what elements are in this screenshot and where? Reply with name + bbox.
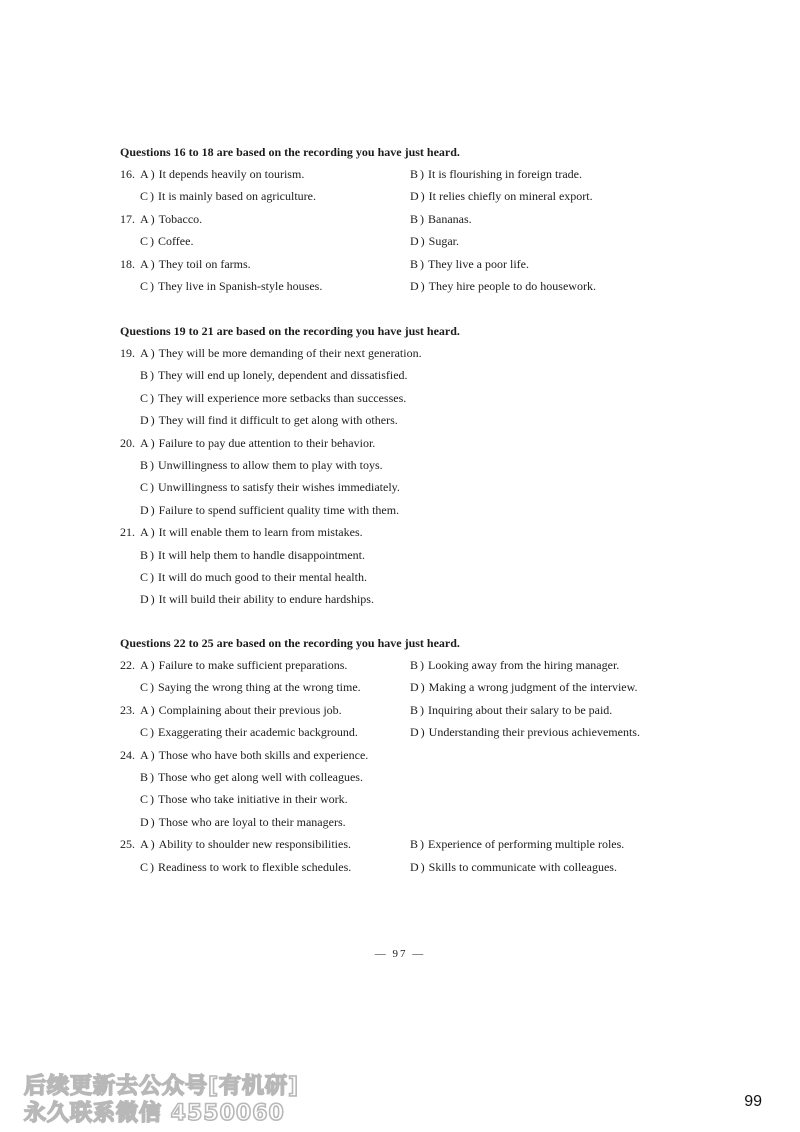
option-text: They toil on farms. xyxy=(158,256,251,271)
option-paren: ) xyxy=(420,278,425,293)
question-item xyxy=(120,163,720,208)
answer-option[interactable] xyxy=(410,275,596,297)
option-text: Those who take initiative in their work. xyxy=(158,792,348,807)
option-letter: C xyxy=(140,569,149,584)
answer-option[interactable] xyxy=(140,788,348,810)
option-row xyxy=(120,163,720,185)
option-letter: C xyxy=(140,480,149,495)
option-paren: ) xyxy=(150,211,155,226)
option-letter: B xyxy=(410,702,419,717)
option-letter: A xyxy=(140,837,149,852)
option-text: Complaining about their previous job. xyxy=(158,702,342,717)
answer-option[interactable] xyxy=(140,230,193,252)
option-paren: ) xyxy=(420,725,425,740)
question-item xyxy=(120,744,720,834)
option-paren: ) xyxy=(150,814,155,829)
option-text: It will help them to handle disappointment. xyxy=(158,547,365,562)
option-letter: D xyxy=(140,592,149,607)
option-paren: ) xyxy=(420,211,425,226)
option-text: They will find it difficult to get along with others. xyxy=(158,413,398,428)
option-letter: C xyxy=(140,859,149,874)
option-letter: D xyxy=(410,234,419,249)
option-letter: B xyxy=(410,837,419,852)
option-text: They will experience more setbacks than successes. xyxy=(158,390,407,405)
option-letter: B xyxy=(410,256,419,271)
option-paren: ) xyxy=(420,234,425,249)
option-row xyxy=(120,676,720,698)
option-text: They live a poor life. xyxy=(428,256,529,271)
option-row xyxy=(120,744,720,766)
option-letter: B xyxy=(140,769,149,784)
option-letter: D xyxy=(140,413,149,428)
option-letter: B xyxy=(410,167,419,181)
option-letter: C xyxy=(140,792,149,807)
option-paren: ) xyxy=(150,525,155,540)
option-paren: ) xyxy=(150,457,155,472)
option-paren: ) xyxy=(150,592,155,607)
option-row xyxy=(120,253,720,275)
option-row xyxy=(120,499,720,521)
section-heading: Questions 16 to 18 are based on the recording you have just heard. xyxy=(120,145,460,159)
answer-option[interactable] xyxy=(140,856,351,878)
option-paren: ) xyxy=(150,769,155,784)
answer-option[interactable] xyxy=(410,163,582,185)
answer-option[interactable] xyxy=(140,387,406,409)
answer-option[interactable] xyxy=(410,654,619,676)
option-text: Sugar. xyxy=(428,234,460,249)
option-text: It will build their ability to endure hardships. xyxy=(158,592,374,607)
option-text: They live in Spanish-style houses. xyxy=(158,278,323,293)
option-row xyxy=(120,588,720,610)
option-row xyxy=(120,544,720,566)
option-paren: ) xyxy=(150,234,155,249)
question-number: 22. xyxy=(120,658,135,672)
question-number: 17. xyxy=(120,211,135,226)
option-paren: ) xyxy=(420,859,425,874)
answer-option[interactable] xyxy=(410,208,472,230)
option-letter: A xyxy=(140,167,149,181)
question-number: 19. xyxy=(120,346,135,360)
answer-option[interactable] xyxy=(410,833,624,855)
option-paren: ) xyxy=(420,837,425,852)
answer-option[interactable] xyxy=(140,811,346,833)
option-letter: C xyxy=(140,390,149,405)
option-letter: C xyxy=(140,234,149,249)
answer-option[interactable] xyxy=(140,342,422,364)
option-paren: ) xyxy=(420,167,425,181)
option-text: They will be more demanding of their next generation. xyxy=(158,346,422,360)
option-text: Experience of performing multiple roles. xyxy=(428,837,625,852)
option-text: Readiness to work to flexible schedules. xyxy=(158,859,352,874)
answer-option[interactable] xyxy=(140,654,347,676)
question-item xyxy=(120,699,720,744)
answer-option[interactable] xyxy=(140,566,367,588)
answer-option[interactable] xyxy=(140,676,361,698)
question-item xyxy=(120,654,720,699)
option-text: Failure to make sufficient preparations. xyxy=(158,658,348,672)
option-row xyxy=(120,856,720,878)
option-text: It will enable them to learn from mistakes. xyxy=(158,525,363,540)
option-row xyxy=(120,409,720,431)
option-row xyxy=(120,521,720,543)
answer-option[interactable] xyxy=(140,588,374,610)
option-text: Tobacco. xyxy=(158,211,203,226)
question-section xyxy=(120,320,720,611)
option-text: They will end up lonely, dependent and dissatisfied. xyxy=(158,368,408,383)
option-letter: D xyxy=(140,814,149,829)
option-text: Failure to pay due attention to their behavior. xyxy=(158,435,376,450)
answer-option[interactable] xyxy=(140,476,400,498)
option-paren: ) xyxy=(150,189,155,204)
answer-option[interactable] xyxy=(410,230,459,252)
option-text: Bananas. xyxy=(428,211,472,226)
option-paren: ) xyxy=(150,702,155,717)
option-letter: A xyxy=(140,435,149,450)
option-row xyxy=(120,788,720,810)
answer-option[interactable] xyxy=(140,699,342,721)
option-text: It relies chiefly on mineral export. xyxy=(428,189,593,204)
option-letter: A xyxy=(140,658,149,672)
section-heading: Questions 22 to 25 are based on the recording you have just heard. xyxy=(120,636,460,650)
option-text: Those who are loyal to their managers. xyxy=(158,814,346,829)
answer-option[interactable] xyxy=(140,766,363,788)
option-text: Exaggerating their academic background. xyxy=(158,725,358,740)
option-letter: A xyxy=(140,256,149,271)
option-text: It depends heavily on tourism. xyxy=(158,167,305,181)
option-letter: C xyxy=(140,680,149,695)
answer-option[interactable] xyxy=(410,856,617,878)
option-letter: B xyxy=(410,658,419,672)
answer-option[interactable] xyxy=(410,721,640,743)
option-paren: ) xyxy=(150,747,155,762)
option-text: It is mainly based on agriculture. xyxy=(158,189,316,204)
option-text: Unwillingness to satisfy their wishes immediately. xyxy=(158,480,400,495)
answer-option[interactable] xyxy=(140,721,358,743)
option-row xyxy=(120,387,720,409)
option-paren: ) xyxy=(150,256,155,271)
section-heading: Questions 19 to 21 are based on the recording you have just heard. xyxy=(120,324,460,338)
question-number: 23. xyxy=(120,702,135,717)
option-paren: ) xyxy=(150,792,155,807)
option-letter: B xyxy=(140,457,149,472)
option-row xyxy=(120,208,720,230)
option-letter: C xyxy=(140,189,149,204)
option-paren: ) xyxy=(150,680,155,695)
option-text: Looking away from the hiring manager. xyxy=(428,658,620,672)
answer-option[interactable] xyxy=(140,409,398,431)
option-paren: ) xyxy=(150,368,155,383)
option-letter: B xyxy=(410,211,419,226)
option-paren: ) xyxy=(420,680,425,695)
page-number: — 97 — xyxy=(374,948,426,960)
option-row xyxy=(120,476,720,498)
answer-option[interactable] xyxy=(140,253,251,275)
watermark-line-1: 后续更新去公众号[有机研] xyxy=(24,1074,300,1099)
option-letter: A xyxy=(140,346,149,360)
option-paren: ) xyxy=(420,702,425,717)
option-row xyxy=(120,811,720,833)
answer-option[interactable] xyxy=(140,364,408,386)
question-item xyxy=(120,208,720,253)
option-letter: D xyxy=(140,502,149,517)
option-letter: A xyxy=(140,747,149,762)
answer-option[interactable] xyxy=(140,833,351,855)
option-letter: A xyxy=(140,211,149,226)
answer-option[interactable] xyxy=(140,275,322,297)
option-paren: ) xyxy=(150,480,155,495)
option-letter: D xyxy=(410,859,419,874)
option-paren: ) xyxy=(150,390,155,405)
option-row xyxy=(120,275,720,297)
option-row xyxy=(120,185,720,207)
option-paren: ) xyxy=(150,413,155,428)
option-paren: ) xyxy=(150,167,155,181)
answer-option[interactable] xyxy=(140,163,304,185)
option-text: Coffee. xyxy=(158,234,194,249)
option-letter: D xyxy=(410,278,419,293)
option-letter: A xyxy=(140,525,149,540)
question-number: 24. xyxy=(120,747,135,762)
option-paren: ) xyxy=(150,278,155,293)
option-letter: D xyxy=(410,680,419,695)
option-paren: ) xyxy=(420,256,425,271)
question-number: 20. xyxy=(120,435,135,450)
question-item xyxy=(120,253,720,298)
option-paren: ) xyxy=(150,725,155,740)
answer-option[interactable] xyxy=(140,744,368,766)
option-row xyxy=(120,364,720,386)
option-text: Understanding their previous achievements. xyxy=(428,725,640,740)
option-letter: B xyxy=(140,547,149,562)
option-text: It will do much good to their mental health. xyxy=(158,569,367,584)
question-number: 18. xyxy=(120,256,135,271)
option-text: Those who get along well with colleagues. xyxy=(158,769,363,784)
question-item xyxy=(120,833,720,878)
question-section xyxy=(120,141,720,297)
answer-option[interactable] xyxy=(410,699,612,721)
option-paren: ) xyxy=(420,658,425,672)
question-section xyxy=(120,632,720,878)
option-row xyxy=(120,432,720,454)
answer-option[interactable] xyxy=(140,521,363,543)
option-letter: D xyxy=(410,189,419,204)
option-text: Saying the wrong thing at the wrong time. xyxy=(158,680,361,695)
option-row xyxy=(120,721,720,743)
option-letter: C xyxy=(140,725,149,740)
option-row xyxy=(120,833,720,855)
option-text: They hire people to do housework. xyxy=(428,278,596,293)
option-paren: ) xyxy=(150,346,155,360)
option-text: Those who have both skills and experience. xyxy=(158,747,369,762)
question-number: 16. xyxy=(120,167,135,181)
option-text: Unwillingness to allow them to play with toys. xyxy=(158,457,383,472)
option-letter: A xyxy=(140,702,149,717)
answer-option[interactable] xyxy=(140,432,375,454)
option-letter: B xyxy=(140,368,149,383)
answer-option[interactable] xyxy=(140,499,399,521)
answer-option[interactable] xyxy=(140,185,316,207)
question-item xyxy=(120,432,720,522)
option-paren: ) xyxy=(420,189,425,204)
option-text: Failure to spend sufficient quality time with them. xyxy=(158,502,400,517)
option-paren: ) xyxy=(150,569,155,584)
option-paren: ) xyxy=(150,658,155,672)
option-row xyxy=(120,699,720,721)
question-number: 25. xyxy=(120,837,135,852)
option-text: Making a wrong judgment of the interview. xyxy=(428,680,638,695)
answer-option[interactable] xyxy=(410,676,638,698)
question-item xyxy=(120,521,720,611)
option-text: Inquiring about their salary to be paid. xyxy=(428,702,613,717)
option-paren: ) xyxy=(150,837,155,852)
option-row xyxy=(120,766,720,788)
option-row xyxy=(120,230,720,252)
option-letter: C xyxy=(140,278,149,293)
option-row xyxy=(120,454,720,476)
option-letter: D xyxy=(410,725,419,740)
option-row xyxy=(120,654,720,676)
option-paren: ) xyxy=(150,502,155,517)
answer-option[interactable] xyxy=(140,544,365,566)
answer-option[interactable] xyxy=(140,454,383,476)
answer-option[interactable] xyxy=(410,185,593,207)
option-text: Skills to communicate with colleagues. xyxy=(428,859,617,874)
option-paren: ) xyxy=(150,435,155,450)
question-item xyxy=(120,342,720,432)
corner-page-number: 99 xyxy=(744,1093,762,1110)
answer-option[interactable] xyxy=(140,208,202,230)
option-row xyxy=(120,566,720,588)
watermark-line-2: 永久联系微信 4550060 xyxy=(24,1101,285,1126)
question-number: 21. xyxy=(120,525,135,540)
option-row xyxy=(120,342,720,364)
option-text: Ability to shoulder new responsibilities. xyxy=(158,837,351,852)
option-text: It is flourishing in foreign trade. xyxy=(428,167,582,181)
answer-option[interactable] xyxy=(410,253,529,275)
option-paren: ) xyxy=(150,859,155,874)
option-paren: ) xyxy=(150,547,155,562)
